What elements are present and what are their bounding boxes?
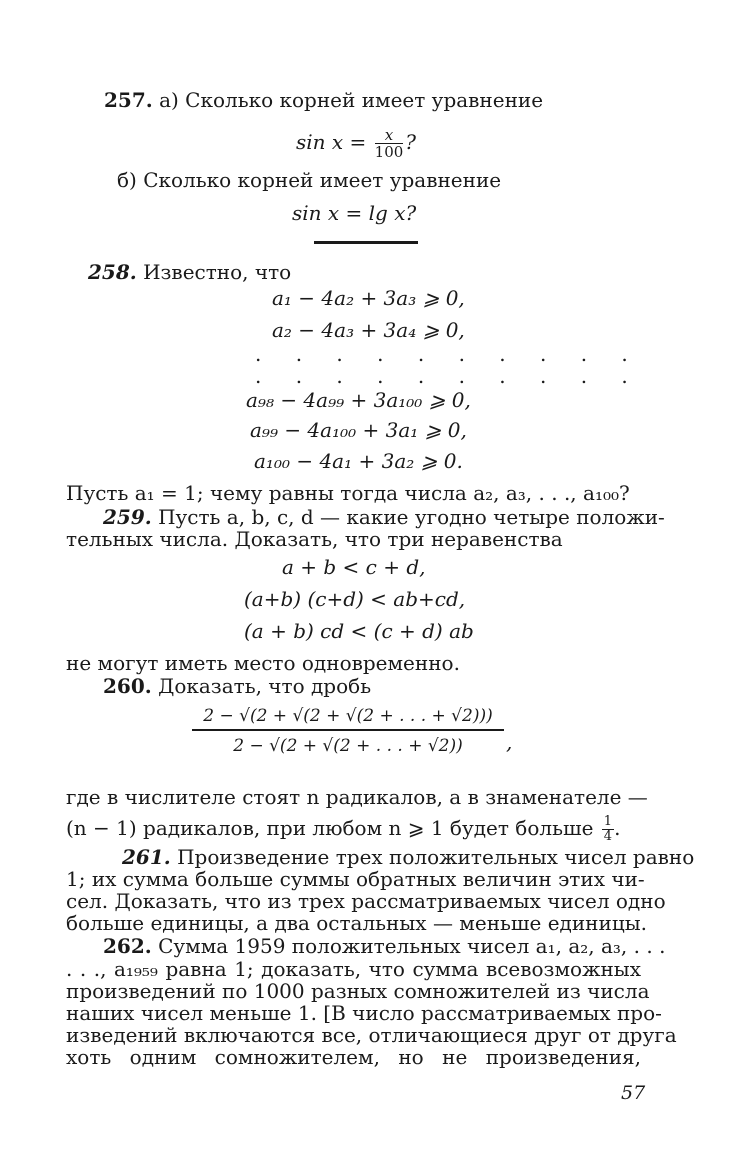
problem-text: а) Сколько корней имеет уравнение <box>159 88 544 112</box>
fraction-denominator: 4 <box>603 829 613 844</box>
inequality-99: a₉₉ − 4a₁₀₀ + 3a₁ ⩾ 0, <box>250 418 467 442</box>
equation-257b: sin x = lg x? <box>292 201 417 225</box>
problem-261-line3: сел. Доказать, что из трех рассматриваемых чисел одно <box>66 889 666 913</box>
fraction-numerator: x <box>375 127 404 144</box>
problem-259-line1 <box>103 505 665 529</box>
inequality-product: (a+b) (c+d) < ab+cd, <box>244 587 466 611</box>
ellipsis-row: . . . . . . . . . . <box>255 364 642 388</box>
inequality-1: a₁ − 4a₂ + 3a₃ ⩾ 0, <box>272 286 465 310</box>
problem-number: 258. <box>88 260 137 284</box>
ellipsis-row: . . . . . . . . . . <box>255 342 642 366</box>
problem-262-line2: . . ., a₁₉₅₉ равна 1; доказать, что сумма всевозможных <box>66 957 641 981</box>
inequality-mixed: (a + b) cd < (c + d) ab <box>244 619 474 643</box>
problem-262-line3: произведений по 1000 разных сомножителей из числа <box>66 979 650 1003</box>
problem-text: б) Сколько корней имеет уравнение <box>117 168 502 192</box>
question-mark: ? <box>405 130 417 154</box>
fraction-one-quarter <box>602 815 614 844</box>
inequality-100: a₁₀₀ − 4a₁ + 3a₂ ⩾ 0. <box>254 449 463 473</box>
period: . <box>614 816 621 840</box>
fraction <box>375 127 404 160</box>
page-number: 57 <box>621 1082 646 1104</box>
problem-258-question: Пусть a₁ = 1; чему равны тогда числа a₂, a₃, . . ., a₁₀₀? <box>66 481 630 505</box>
problem-text: Пусть a, b, c, d — какие угодно четыре положи- <box>158 505 665 529</box>
radical-numerator: 2 − √(2 + √(2 + √(2 + . . . + √2))) <box>192 706 504 731</box>
problem-number: 260. <box>103 674 152 698</box>
problem-number: 257. <box>104 88 153 112</box>
fraction-denominator: 100 <box>374 143 404 161</box>
problem-257-b <box>117 168 501 192</box>
problem-262-line1 <box>103 934 665 958</box>
problem-number: 259. <box>103 505 152 529</box>
problem-262-line5: изведений включаются все, отличающиеся друг от друга <box>66 1023 677 1047</box>
problem-258-intro <box>88 260 291 284</box>
problem-257-a <box>104 88 543 112</box>
problem-260-line1: где в числителе стоят n радикалов, а в знаменателе — <box>66 785 648 809</box>
problem-259-line3: не могут иметь место одновременно. <box>66 651 460 675</box>
problem-261-line1 <box>122 845 694 869</box>
equation-257a <box>296 127 416 160</box>
nested-radical-fraction <box>192 706 504 756</box>
fraction-numerator: 1 <box>603 814 613 829</box>
inequality-98: a₉₈ − 4a₉₉ + 3a₁₀₀ ⩾ 0, <box>246 388 471 412</box>
problem-text: Известно, что <box>143 260 292 284</box>
problem-262-line6: хоть одним сомножителем, но не произведения, <box>66 1045 641 1069</box>
fraction-comma: , <box>506 730 513 754</box>
problem-260-intro <box>103 674 371 698</box>
problem-260-line2 <box>66 815 620 844</box>
problem-text: (n − 1) радикалов, при любом n ⩾ 1 будет больше <box>66 816 594 840</box>
problem-259-line2: тельных числа. Доказать, что три неравенства <box>66 527 563 551</box>
problem-text: Доказать, что дробь <box>158 674 372 698</box>
equation-lhs: sin x = <box>296 130 367 154</box>
inequality-2: a₂ − 4a₃ + 3a₄ ⩾ 0, <box>272 318 465 342</box>
problem-number: 261. <box>122 845 171 869</box>
radical-denominator: 2 − √(2 + √(2 + . . . + √2)) <box>233 736 463 756</box>
problem-number: 262. <box>103 934 152 958</box>
problem-text: Произведение трех положительных чисел равно <box>177 845 695 869</box>
section-divider <box>314 241 418 244</box>
inequality-sum: a + b < c + d, <box>282 555 426 579</box>
problem-261-line2: 1; их сумма больше суммы обратных величин этих чи- <box>66 867 645 891</box>
problem-261-line4: больше единицы, а два остальных — меньше единицы. <box>66 911 647 935</box>
problem-262-line4: наших чисел меньше 1. [В число рассматриваемых про- <box>66 1001 662 1025</box>
problem-text: Сумма 1959 положительных чисел a₁, a₂, a₃, . . . <box>158 934 666 958</box>
